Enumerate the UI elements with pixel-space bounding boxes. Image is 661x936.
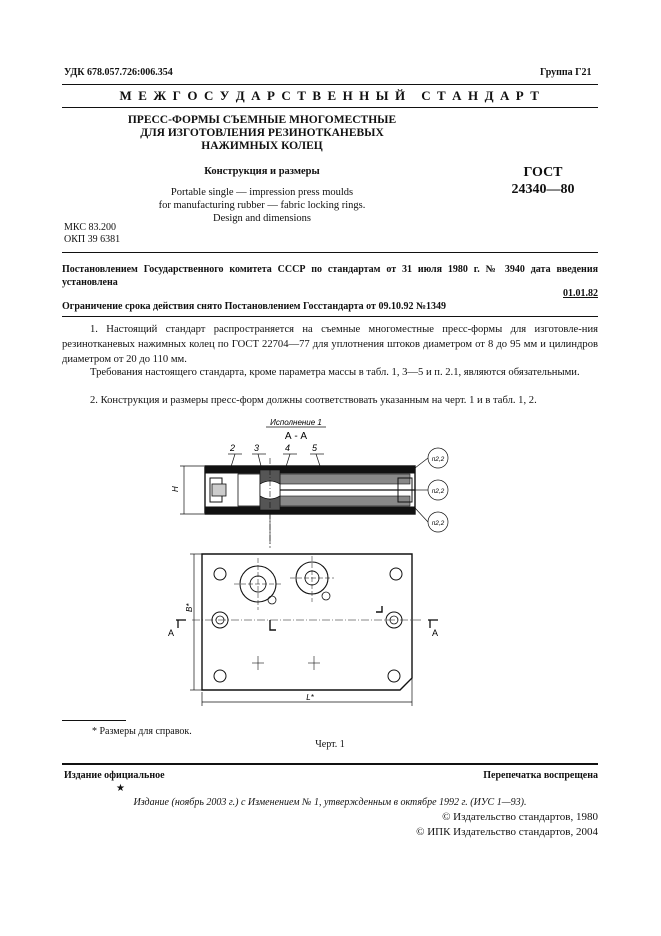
official-edition: Издание официальное	[64, 770, 165, 781]
footnote: * Размеры для справок.	[92, 726, 192, 737]
title-rule	[62, 252, 598, 253]
footer-rule	[62, 763, 598, 765]
dimension-b: В*	[185, 603, 194, 612]
english-title-line-3: Design and dimensions	[213, 213, 311, 224]
section-view	[205, 458, 415, 548]
restriction-note: Ограничение срока действия снято Постановлением Госстандарта от 09.10.92 №1349	[62, 301, 446, 312]
callout-2: 2	[230, 443, 236, 453]
height-dimension	[180, 466, 204, 514]
subtitle: Конструкция и размеры	[204, 166, 320, 177]
section-label: А - А	[284, 431, 308, 442]
roughness-2: п2,2	[431, 488, 445, 495]
classification-codes	[64, 222, 120, 246]
english-title-line-1: Portable single — impression press moulds	[170, 187, 354, 198]
udk-code: УДК 678.057.726:006.354	[64, 67, 173, 78]
section-mark-left: А	[168, 628, 175, 638]
roughness-3: п2,2	[431, 520, 445, 527]
edition-note: Издание (ноябрь 2003 г.) с Изменением № 1, утвержденным в октябре 1992 г. (ИУС 1—93).	[133, 797, 527, 808]
figure-caption: Черт. 1	[315, 739, 345, 750]
paragraph-1: 1. Настоящий стандарт распространяется на съемные многоместные пресс-формы для изготовле-ния резинотканевых нажимных колец по ГОСТ 22704—77 для уплотнения штоков диаметром от 8 до 95 мм и цилиндров диаметром от 20 до 110 мм.	[62, 324, 598, 365]
width-dimension	[190, 554, 202, 690]
mks-code: МКС 83.200	[64, 222, 116, 233]
roughness-1: п2,2	[431, 456, 445, 463]
english-title	[62, 186, 462, 225]
copyright-2004: © ИПК Издательство стандартов, 2004	[416, 826, 598, 838]
execution-label: Исполнение 1	[270, 418, 322, 427]
reprint-notice: Перепечатка воспрещена	[483, 770, 598, 781]
dimension-h: Н	[171, 486, 180, 492]
decree-rule	[62, 316, 598, 317]
star-mark: ★	[116, 783, 125, 794]
plan-view	[192, 554, 422, 690]
callout-3: 3	[254, 443, 260, 453]
okp-code: ОКП 39 6381	[64, 234, 121, 245]
header-rule	[62, 84, 598, 85]
title-line-3: НАЖИМНЫХ КОЛЕЦ	[201, 140, 323, 152]
group-code: Группа Г21	[540, 67, 592, 78]
paragraph-2: Требования настоящего стандарта, кроме параметра массы в табл. 1, 3—5 и п. 2.1, являются обязательными.	[90, 367, 580, 378]
standard-banner: М Е Ж Г О С У Д А Р С Т В Е Н Н Ы Й С Т А Н Д А Р Т	[119, 88, 541, 103]
footnote-rule	[62, 720, 126, 721]
callout-5: 5	[312, 443, 318, 453]
copyright-1980: © Издательство стандартов, 1980	[442, 811, 598, 823]
callout-4: 4	[285, 443, 291, 453]
dimension-l: L*	[306, 693, 314, 702]
decree-text: Постановлением Государственного комитета СССР по стандартам от 31 июля 1980 г. № 3940 дата введения установлена	[62, 264, 598, 288]
document-title	[62, 114, 462, 153]
paragraph-3: 2. Конструкция и размеры пресс-форм должны соответствовать указанным на черт. 1 и в табл. 1, 2.	[90, 395, 537, 406]
banner-rule	[62, 107, 598, 108]
gost-number: 24340—80	[511, 182, 575, 197]
title-line-1: ПРЕСС-ФОРМЫ СЪЕМНЫЕ МНОГОМЕСТНЫЕ	[127, 114, 397, 126]
section-mark-right: А	[432, 628, 439, 638]
english-title-line-2: for manufacturing rubber — fabric locking rings.	[158, 200, 366, 211]
title-line-2: ДЛЯ ИЗГОТОВЛЕНИЯ РЕЗИНОТКАНЕВЫХ	[140, 127, 384, 139]
technical-drawing	[150, 408, 460, 718]
gost-label: ГОСТ	[523, 165, 563, 180]
gost-designation	[498, 164, 588, 198]
introduction-date: 01.01.82	[563, 288, 598, 299]
